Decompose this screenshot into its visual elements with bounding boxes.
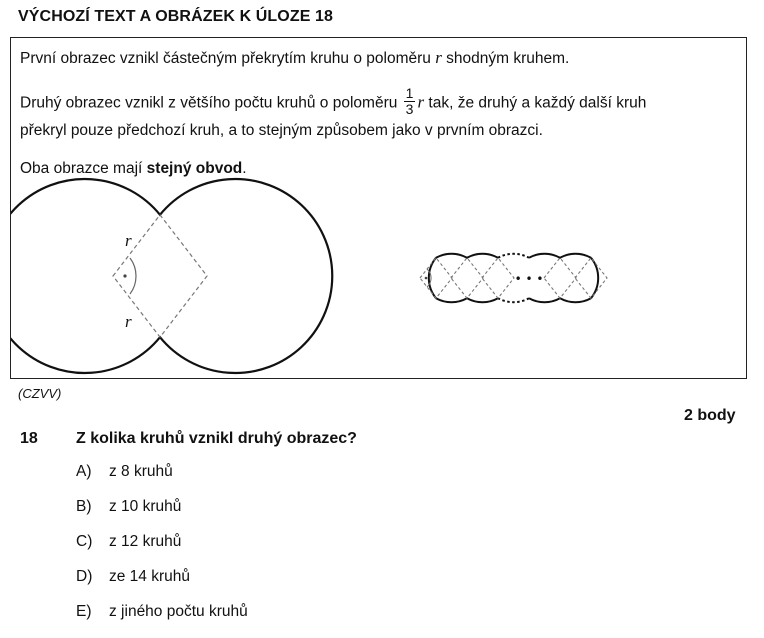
option-text: z 10 kruhů (109, 498, 182, 515)
chain-rhombus (451, 258, 483, 298)
option-a[interactable] (76, 463, 248, 498)
question-text: Z kolika kruhů vznikl druhý obrazec? (76, 430, 357, 447)
emphasis-text: stejný obvod (146, 160, 243, 177)
label-r-top: r (125, 231, 132, 250)
option-e[interactable] (76, 603, 248, 638)
figure1-angle-arc (130, 258, 136, 294)
figures-illustration (11, 38, 748, 380)
intro-text: Oba obrazce mají (20, 160, 147, 177)
figure-circle-chain (420, 254, 607, 302)
radius-variable: r (417, 92, 425, 112)
figure1-outline (11, 179, 332, 373)
chain-right-cap (591, 258, 598, 298)
option-letter: E) (76, 603, 92, 620)
intro-text: tak, že druhý a každý další kruh (424, 94, 647, 112)
figure1-angle-dot (123, 274, 126, 277)
fraction-numerator: 1 (405, 85, 414, 101)
radius-variable: r (435, 48, 442, 67)
chain-rhombus (482, 258, 514, 298)
chain-rhombus (575, 258, 607, 298)
answer-options (76, 463, 248, 638)
task-box (10, 37, 747, 379)
option-text: ze 14 kruhů (109, 568, 190, 585)
option-b[interactable] (76, 498, 248, 533)
chain-top-dotted (498, 254, 529, 258)
chain-angle-dot (425, 277, 428, 280)
option-letter: C) (76, 533, 93, 550)
option-text: z 12 kruhů (109, 533, 182, 550)
fraction-denominator: 3 (405, 101, 414, 117)
chain-ellipsis: • • • (514, 272, 544, 286)
chain-left-cap (429, 258, 436, 298)
intro-paragraph-3: překryl pouze předchozí kruh, a to stejným způsobem jako v prvním obrazci. (20, 122, 543, 139)
option-text: z 8 kruhů (109, 463, 173, 480)
intro-text: . (242, 160, 247, 177)
chain-bottom-dotted (498, 298, 529, 302)
chain-top-solid-left (436, 254, 498, 258)
question-number: 18 (20, 430, 38, 447)
intro-text: Druhý obrazec vznikl z většího počtu kruhů o poloměru (20, 94, 402, 112)
points-label: 2 body (684, 407, 736, 424)
option-d[interactable] (76, 568, 248, 603)
option-letter: B) (76, 498, 92, 515)
option-letter: A) (76, 463, 92, 480)
task-heading: VÝCHOZÍ TEXT A OBRÁZEK K ÚLOZE 18 (18, 8, 334, 25)
figure-two-circles (11, 179, 332, 373)
chain-rhombus (544, 258, 576, 298)
option-text: z jiného počtu kruhů (109, 603, 248, 620)
label-r-bottom: r (125, 312, 132, 331)
intro-text: shodným kruhem. (441, 50, 570, 67)
option-letter: D) (76, 568, 93, 585)
source-label: (CZVV) (18, 386, 62, 401)
option-c[interactable] (76, 533, 248, 568)
chain-top-solid-right (529, 254, 591, 258)
intro-text: První obrazec vznikl částečným překrytím kruhu o poloměru (20, 50, 436, 67)
